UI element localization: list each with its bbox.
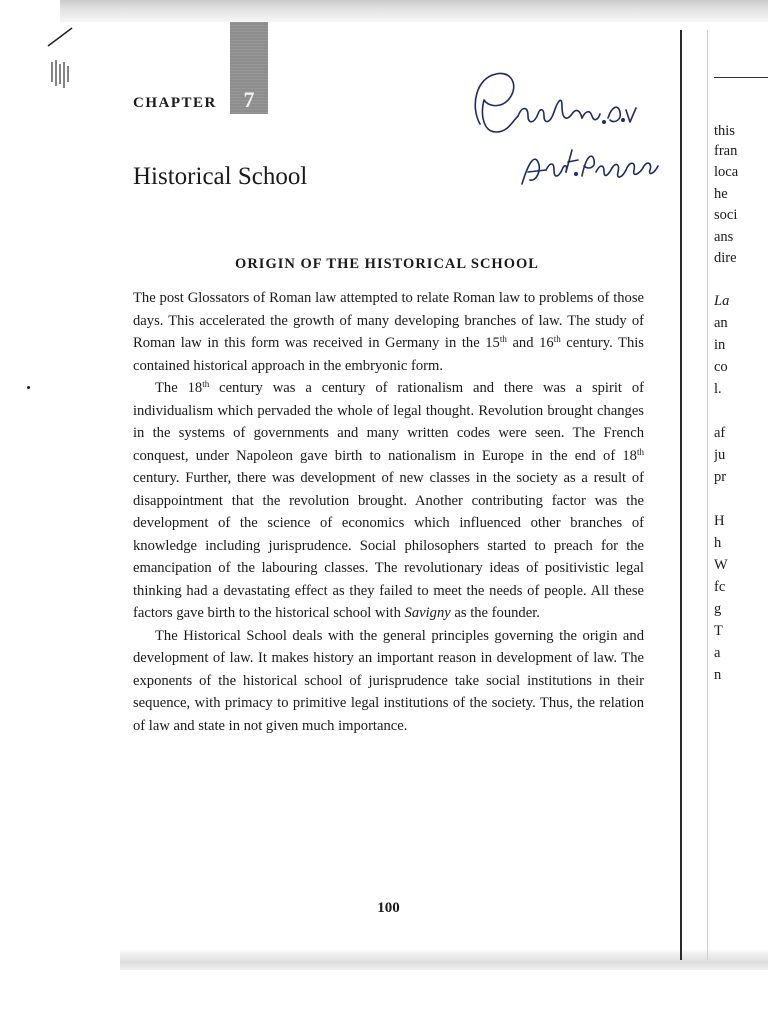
adjacent-page-text: an [714, 315, 728, 331]
adjacent-page-text: La [714, 293, 730, 309]
adjacent-page-text: af [714, 425, 726, 441]
superscript: th [499, 334, 507, 344]
adjacent-page-text: h [714, 535, 722, 551]
adjacent-page-text: in [714, 337, 726, 353]
adjacent-page-text: ju [714, 447, 726, 463]
page-title: Historical School [133, 163, 308, 190]
paragraph-1-text-c: century. This contained historical approach in the embryonic form. [133, 335, 644, 374]
adjacent-page-text: dire [714, 250, 737, 266]
page-edge-line [680, 30, 682, 960]
paragraph-2-text-c: century. Further, there was development of new classes in the society as a result of disappointment that the revolution brought. Another contributing factor was the development of the science of economics which influenced other branches of knowledge including jurisprudence. Social philosophers started to preach for the emancipation of the labouring classes. The revolutionary ideas of positivistic legal thinking had a devastating effect as they failed to meet the needs of people. All these factors gave birth to the historical school with [133, 470, 644, 621]
adjacent-page-text: this [714, 123, 735, 139]
adjacent-page-text: a [714, 645, 721, 661]
paragraph-2-text-d: as the founder. [450, 605, 540, 621]
adjacent-page-text: co [714, 359, 728, 375]
adjacent-page-text: W [714, 557, 728, 573]
founder-name: Savigny [404, 605, 451, 621]
superscript: th [202, 379, 210, 389]
adjacent-page-text: fc [714, 579, 726, 595]
adjacent-page-text: n [714, 667, 722, 683]
page-gutter-line [707, 30, 708, 960]
paragraph-1-text-a: The post Glossators of Roman law attempted to relate Roman law to problems of those days. This accelerated the growth of many developing branches of law. The study of Roman law in this form was received in Germany in the 15 [133, 290, 644, 351]
scan-shadow-top [60, 0, 768, 22]
paragraph-1 [133, 287, 644, 377]
margin-scribble [44, 20, 74, 100]
page-number: 100 [377, 900, 400, 916]
adjacent-page-text: g [714, 601, 722, 617]
superscript: th [553, 334, 561, 344]
paragraph-2 [133, 377, 644, 625]
margin-dot [27, 386, 30, 389]
adjacent-page-text: ans [714, 229, 734, 245]
adjacent-page-fragment [714, 0, 768, 1024]
superscript: th [636, 446, 644, 457]
body-text [133, 287, 644, 737]
adjacent-page-text: H [714, 513, 725, 529]
adjacent-page-text: he [714, 186, 728, 202]
paragraph-2-text-a: The 18 [155, 380, 203, 396]
section-heading: ORIGIN OF THE HISTORICAL SCHOOL [235, 256, 539, 272]
adjacent-page-text: loca [714, 164, 739, 180]
scan-shadow-bottom [120, 950, 768, 970]
adjacent-page-rule [714, 77, 768, 78]
adjacent-page-text: fran [714, 143, 738, 159]
paragraph-3: The Historical School deals with the general principles governing the origin and development of law. It makes history an important reason in development of law. The exponents of the historical school of jurisprudence take social institutions in their sequence, with primacy to primitive legal institutions of the society. Thus, the relation of law and state in not given much importance. [133, 627, 644, 734]
handwritten-signature [462, 66, 662, 196]
paragraph-1-text-b: and 16 [506, 335, 554, 351]
chapter-label: CHAPTER [133, 95, 217, 111]
adjacent-page-text: l. [714, 381, 722, 397]
chapter-number: 7 [243, 87, 255, 112]
adjacent-page-text: pr [714, 469, 727, 485]
adjacent-page-text: T [714, 623, 723, 639]
adjacent-page-text: soci [714, 207, 738, 223]
paragraph-2-text-b: century was a century of rationalism and there was a spirit of individualism which pervaded the whole of legal thought. Revolution brought changes in the systems of governments and many written codes were seen. The French conquest, under Napoleon gave birth to nationalism in Europe in the end of 18 [133, 380, 645, 464]
